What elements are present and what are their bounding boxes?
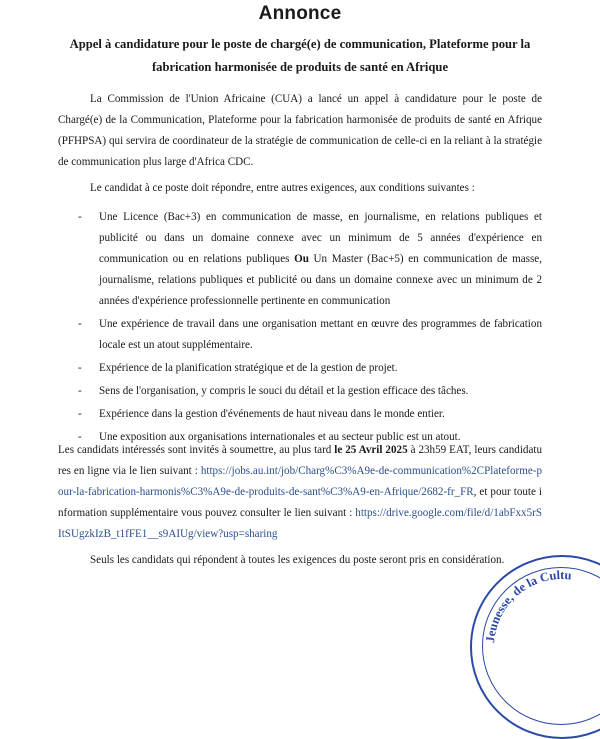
bullet-dash: - <box>78 211 82 223</box>
bullet-dash: - <box>78 362 82 374</box>
job-link[interactable]: https://jobs.au.int/job/Charg%C3%A9e-de-communication%2CPlateforme-pour-la-fabrication-harmonis%C3%A9e-de-produits-de-sant%C3%A9-en-Afrique/2682-fr_FR <box>58 465 542 498</box>
item-or: Ou <box>294 253 309 265</box>
item-text: Une exposition aux organisations internationales et au secteur public est un atout. <box>99 431 461 443</box>
list-item <box>78 207 542 312</box>
closing-paragraph: Seuls les candidats qui répondent à toutes les exigences du poste seront pris en considération. <box>90 554 505 566</box>
application-text: à 23h59 EAT, leurs candidatures en ligne via le lien suivant : <box>58 444 542 477</box>
bullet-dash: - <box>78 385 82 397</box>
stamp-text: Jeunesse, de la Cultu <box>483 567 573 644</box>
application-paragraph <box>58 440 542 545</box>
official-stamp <box>470 555 600 739</box>
list-item <box>78 314 542 356</box>
list-item <box>78 381 542 402</box>
requirements-list <box>78 207 542 448</box>
stamp-text-arc <box>472 557 600 737</box>
intro-paragraph: La Commission de l'Union Africaine (CUA) a lancé un appel à candidature pour le poste de Chargé(e) de la Communication, Plateforme pour la fabrication harmonisée de produits de santé en Afrique (PFHPSA) qui servira de coordinateur de la stratégie de communication de celle-ci en la reliant à la stratégie de communication plus large d'Africa CDC. <box>58 93 542 168</box>
bullet-dash: - <box>78 318 82 330</box>
item-text: Expérience dans la gestion d'événements de haut niveau dans le monde entier. <box>99 408 445 420</box>
svg-text:Jeunesse, de la Cultu <box>483 568 572 643</box>
drive-link[interactable]: https://drive.google.com/file/d/1abFxx5rSItSUgzkIzB_t1fFE1__s9AIUg/view?usp=sharing <box>58 507 542 540</box>
application-text: , et pour toute information supplémentaire vous pouvez consulter le lien suivant : <box>58 486 542 519</box>
item-text: Un Master (Bac+5) en communication de masse, journalisme, relations publiques et publicité ou dans un domaine connexe avec un minimum de 2 années d'expérience professionnelle pertinente en communication <box>99 253 542 307</box>
subtitle-line-1: Appel à candidature pour le poste de chargé(e) de communication, Plateforme pour la <box>69 37 531 51</box>
subtitle-line-2: fabrication harmonisée de produits de santé en Afrique <box>151 60 449 74</box>
bullet-dash: - <box>78 431 82 443</box>
requirements-intro: Le candidat à ce poste doit répondre, entre autres exigences, aux conditions suivantes : <box>90 182 475 194</box>
deadline: le 25 Avril 2025 <box>334 444 408 456</box>
bullet-dash: - <box>78 408 82 420</box>
item-text: Expérience de la planification stratégique et de la gestion de projet. <box>99 362 398 374</box>
page-title: Annonce <box>258 3 342 24</box>
item-text: Une Licence (Bac+3) en communication de masse, en journalisme, en relations publiques et publicité ou dans un domaine connexe avec un minimum de 5 années d'expérience en communication ou en relations publiques <box>99 211 542 265</box>
item-text: Sens de l'organisation, y compris le souci du détail et la gestion efficace des tâches. <box>99 385 469 397</box>
item-text: Une expérience de travail dans une organisation mettant en œuvre des programmes de fabrication locale est un atout supplémentaire. <box>99 318 542 351</box>
list-item <box>78 404 542 425</box>
list-item <box>78 358 542 379</box>
application-text: Les candidats intéressés sont invités à soumettre, au plus tard <box>58 444 335 456</box>
